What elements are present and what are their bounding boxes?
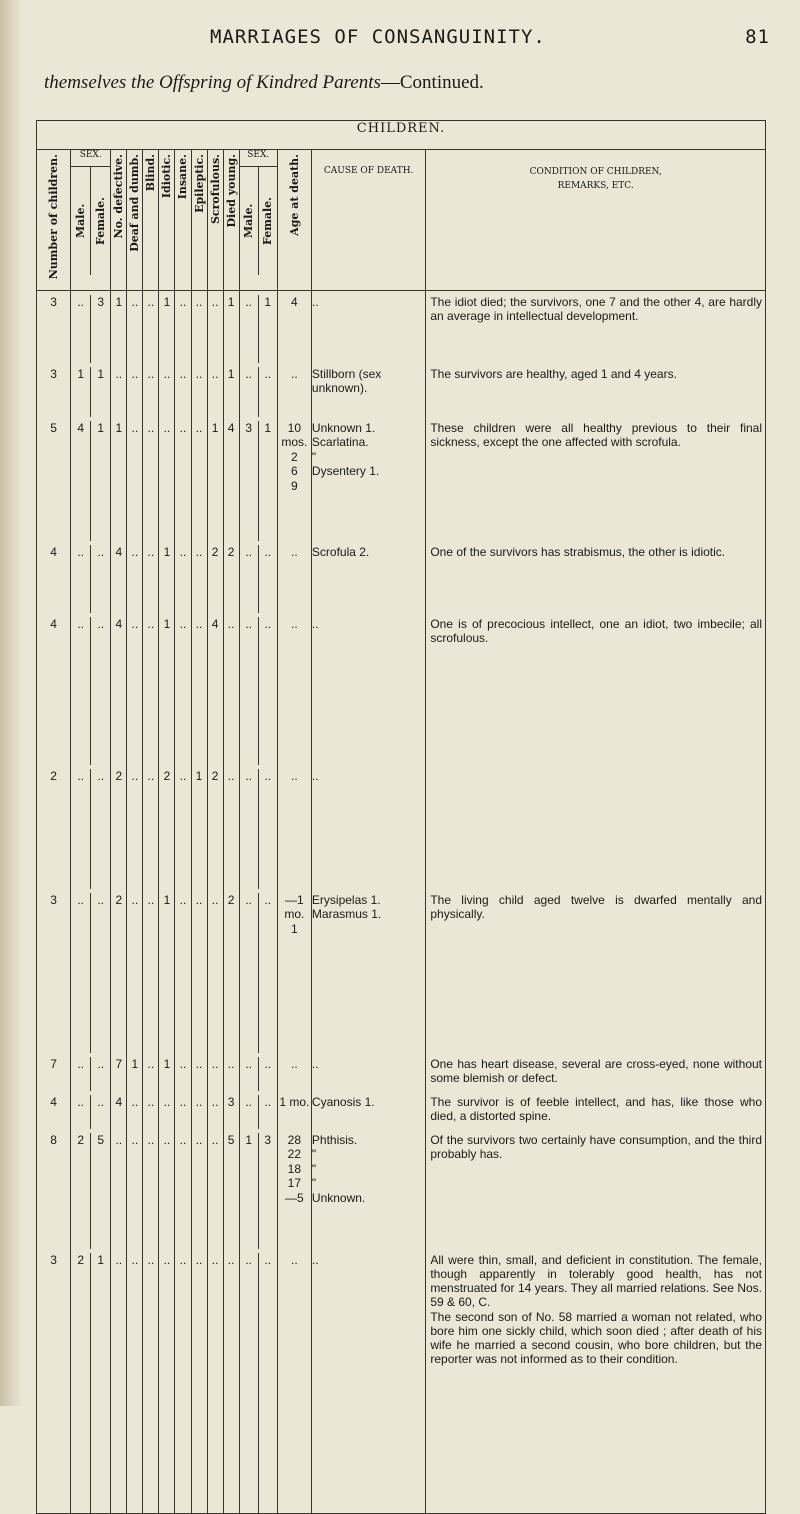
cell-male: .. [71,545,91,613]
cell-died: .. [223,1053,239,1091]
cell-female: 1 [97,1253,105,1267]
cell-sex [71,291,111,364]
cell-remarks: One is of precocious intellect, one an idiot, two imbecile; all scrofulous. [426,613,766,765]
cell-age: .. [277,1249,311,1514]
cell-age: .. [277,1053,311,1091]
cell-female: .. [97,617,105,631]
cell-idiotic: .. [159,417,175,541]
cell-number: 3 [37,1249,71,1514]
caption-rest: —Continued. [380,72,484,93]
cell-died-sex [239,417,277,541]
cell-cause: Unknown 1. Scarlatina. " Dysentery 1. [311,417,425,541]
cell-deaf: 1 [127,1053,143,1091]
cell-cause: .. [311,1249,425,1514]
cell-died-male: .. [240,367,259,417]
cell-def: .. [111,1249,127,1514]
cell-cause: Cyanosis 1. [311,1091,425,1129]
children-table [36,120,766,1514]
cell-died-female: .. [264,367,272,381]
cell-remarks: The survivors are healthy, aged 1 and 4 years. [426,363,766,417]
cell-epi: .. [191,417,207,541]
cell-epi: .. [191,1129,207,1249]
cell-cause: .. [311,291,425,364]
cell-number: 2 [37,765,71,889]
cell-number: 8 [37,1129,71,1249]
cell-male: .. [71,1095,91,1129]
table-row [37,291,766,364]
cell-insane: .. [175,1091,191,1129]
cell-blind: .. [143,613,159,765]
cell-scrof: 2 [207,541,223,613]
cell-male: .. [71,295,91,363]
cell-insane: .. [175,1129,191,1249]
cell-died-female: .. [264,769,272,783]
cell-died-female: .. [264,1253,272,1267]
cell-male: 2 [71,1253,91,1513]
table-row [37,889,766,1053]
cell-male: 1 [71,367,91,417]
cell-cause: Scrofula 2. [311,541,425,613]
col-cause-header: CAUSE OF DEATH. [311,150,425,291]
cell-epi: .. [191,541,207,613]
cell-scrof: 2 [207,765,223,889]
cell-scrof: .. [207,1249,223,1514]
cell-died-female: 1 [264,421,272,435]
cell-scrof: .. [207,1129,223,1249]
cell-cause: .. [311,1053,425,1091]
cell-insane: .. [175,1249,191,1514]
cell-female: .. [97,893,105,907]
cell-scrof: .. [207,1091,223,1129]
cell-sex [71,363,111,417]
cell-def: 4 [111,1091,127,1129]
cell-died-male: 3 [240,421,259,541]
cell-deaf: .. [127,1249,143,1514]
children-header: CHILDREN. [37,121,766,150]
table-row [37,541,766,613]
cell-died-female: 1 [264,295,272,309]
cell-age: —1 mo. 1 [277,889,311,1053]
col-epileptic-header: Epileptic. [191,150,207,291]
cell-cause: Stillborn (sex unknown). [311,363,425,417]
cell-died-sex [239,291,277,364]
cell-died: .. [223,1249,239,1514]
col-scrofulous-header: Scrofulous. [207,150,223,291]
binding-shadow [0,0,22,1406]
cell-sex [71,1053,111,1091]
cell-female: 1 [97,421,105,435]
cell-sex [71,765,111,889]
cell-number: 4 [37,613,71,765]
cell-male: 2 [71,1133,91,1249]
col-died-header: Died young. [223,150,239,291]
cell-insane: .. [175,291,191,364]
table-body [37,291,766,1514]
cell-died-female: 3 [264,1133,272,1147]
cell-sex [71,417,111,541]
cell-deaf: .. [127,291,143,364]
cell-deaf: .. [127,1129,143,1249]
cell-number: 4 [37,541,71,613]
cell-sex [71,541,111,613]
cell-insane: .. [175,613,191,765]
cell-age: .. [277,363,311,417]
cell-def: 1 [111,417,127,541]
cell-def: .. [111,363,127,417]
col-condition-header: CONDITION OF CHILDREN, REMARKS, ETC. [426,150,766,291]
col-sex2-header: SEX. Male. Female. [239,150,277,291]
cell-male: .. [71,769,91,889]
cell-scrof: .. [207,1053,223,1091]
cell-def: 7 [111,1053,127,1091]
cell-died-male: .. [240,1253,259,1513]
col-insane-header: Insane. [175,150,191,291]
cell-deaf: .. [127,613,143,765]
table-row [37,1249,766,1514]
cell-age: .. [277,541,311,613]
col-number-header: Number of children. [37,150,71,291]
cell-died-sex [239,363,277,417]
cell-blind: .. [143,541,159,613]
page-number: 81 [745,26,770,48]
cell-died-sex [239,613,277,765]
cell-scrof: .. [207,363,223,417]
cell-age: .. [277,765,311,889]
cell-female: .. [97,1057,105,1071]
cell-died: 2 [223,541,239,613]
cell-age: .. [277,613,311,765]
table-row [37,1091,766,1129]
cell-sex [71,1249,111,1514]
table-row [37,765,766,889]
cell-deaf: .. [127,889,143,1053]
cell-blind: .. [143,1129,159,1249]
cell-deaf: .. [127,363,143,417]
cell-idiotic: 2 [159,765,175,889]
cell-male: .. [71,893,91,1053]
cell-died-male: .. [240,1057,259,1091]
cell-died-male: .. [240,617,259,765]
cell-number: 4 [37,1091,71,1129]
table-row [37,613,766,765]
col-age-header: Age at death. [277,150,311,291]
cell-scrof: 4 [207,613,223,765]
cell-died-sex [239,1053,277,1091]
cell-remarks: The survivor is of feeble intellect, and has, like those who died, a distorted spine. [426,1091,766,1129]
cell-epi: .. [191,1053,207,1091]
cell-blind: .. [143,765,159,889]
cell-died: .. [223,765,239,889]
cell-age: 10 mos. 2 6 9 [277,417,311,541]
cell-idiotic: .. [159,1249,175,1514]
cell-insane: .. [175,363,191,417]
cell-died-female: .. [264,1057,272,1071]
cell-female: .. [97,1095,105,1109]
cell-sex [71,1129,111,1249]
cell-idiotic: 1 [159,613,175,765]
cell-def: 1 [111,291,127,364]
cell-def: 2 [111,765,127,889]
cell-female: .. [97,769,105,783]
cell-died: .. [223,613,239,765]
cell-died-male: .. [240,893,259,1053]
cell-died-male: .. [240,1095,259,1129]
table-row [37,363,766,417]
cell-female: 5 [97,1133,105,1147]
cell-epi: .. [191,1091,207,1129]
cell-def: .. [111,1129,127,1249]
cell-deaf: .. [127,541,143,613]
cell-idiotic: 1 [159,1053,175,1091]
col-deaf-header: Deaf and dumb. [127,150,143,291]
table-row [37,1129,766,1249]
cell-age: 4 [277,291,311,364]
cell-died-female: .. [264,617,272,631]
cell-remarks: One has heart disease, several are cross-eyed, none without some blemish or defect. [426,1053,766,1091]
cell-deaf: .. [127,417,143,541]
cell-female: 1 [97,367,105,381]
cell-number: 3 [37,889,71,1053]
cell-age: 1 mo. [277,1091,311,1129]
cell-died-male: .. [240,295,259,363]
cell-idiotic: 1 [159,291,175,364]
cell-died-sex [239,1129,277,1249]
cell-female: .. [97,545,105,559]
cell-blind: .. [143,889,159,1053]
cell-deaf: .. [127,765,143,889]
cell-blind: .. [143,1091,159,1129]
cell-idiotic: .. [159,1091,175,1129]
cell-remarks: The idiot died; the survivors, one 7 and the other 4, are hardly an average in intellectual development. [426,291,766,364]
cell-scrof: .. [207,291,223,364]
cell-idiotic: 1 [159,541,175,613]
cell-blind: .. [143,363,159,417]
cell-epi: .. [191,291,207,364]
cell-def: 4 [111,613,127,765]
cell-died: 1 [223,363,239,417]
cell-number: 5 [37,417,71,541]
cell-died-sex [239,1091,277,1129]
cell-epi: .. [191,613,207,765]
cell-cause: .. [311,765,425,889]
cell-blind: .. [143,291,159,364]
cell-cause: Erysipelas 1. Marasmus 1. [311,889,425,1053]
cell-cause: .. [311,613,425,765]
cell-died: 3 [223,1091,239,1129]
cell-male: .. [71,1057,91,1091]
cell-idiotic: 1 [159,889,175,1053]
cell-died-male: 1 [240,1133,259,1249]
table-row [37,417,766,541]
caption-italic: themselves the Offspring of Kindred Parents [44,72,381,93]
cell-died: 1 [223,291,239,364]
cell-remarks: One of the survivors has strabismus, the other is idiotic. [426,541,766,613]
cell-number: 7 [37,1053,71,1091]
cell-blind: .. [143,417,159,541]
cell-remarks: The living child aged twelve is dwarfed mentally and physically. [426,889,766,1053]
running-title: MARRIAGES OF CONSANGUINITY. [210,26,546,48]
cell-male: .. [71,617,91,765]
cell-remarks: All were thin, small, and deficient in constitution. The female, though apparently in tolerably good health, has not menstruated for 14 years. They all married relations. See Nos. 59 & 60, C. The second son of No. 58 married a woman not related, who bore him one sickly child, which soon died ; after death of his wife he married a second cousin, who bore children, but the reporter was not informed as to their condition. [426,1249,766,1514]
cell-blind: .. [143,1053,159,1091]
cell-died: 5 [223,1129,239,1249]
table-row [37,1053,766,1091]
cell-sex [71,1091,111,1129]
cell-female: 3 [97,295,105,309]
cell-epi: .. [191,363,207,417]
col-idiotic-header: Idiotic. [159,150,175,291]
cell-epi: .. [191,1249,207,1514]
cell-blind: .. [143,1249,159,1514]
cell-number: 3 [37,363,71,417]
cell-remarks [426,765,766,889]
cell-insane: .. [175,1053,191,1091]
cell-idiotic: .. [159,363,175,417]
cell-age: 28 22 18 17 —5 [277,1129,311,1249]
cell-scrof: .. [207,889,223,1053]
cell-died-sex [239,541,277,613]
cell-male: 4 [71,421,91,541]
cell-died-male: .. [240,545,259,613]
cell-epi: 1 [191,765,207,889]
cell-died-sex [239,1249,277,1514]
col-blind-header: Blind. [143,150,159,291]
cell-insane: .. [175,889,191,1053]
cell-died: 2 [223,889,239,1053]
cell-def: 4 [111,541,127,613]
col-defective-header: No. defective. [111,150,127,291]
cell-scrof: 1 [207,417,223,541]
cell-died-sex [239,889,277,1053]
table-caption [44,72,484,94]
cell-idiotic: .. [159,1129,175,1249]
cell-sex [71,613,111,765]
cell-died-female: .. [264,1095,272,1109]
cell-died-female: .. [264,893,272,907]
cell-insane: .. [175,417,191,541]
cell-cause: Phthisis. " " " Unknown. [311,1129,425,1249]
cell-sex [71,889,111,1053]
cell-insane: .. [175,765,191,889]
cell-remarks: Of the survivors two certainly have consumption, and the third probably has. [426,1129,766,1249]
cell-remarks: These children were all healthy previous to their final sickness, except the one affected with scrofula. [426,417,766,541]
col-sex-header: SEX. Male. Female. [71,150,111,291]
cell-died: 4 [223,417,239,541]
cell-died-female: .. [264,545,272,559]
cell-number: 3 [37,291,71,364]
cell-deaf: .. [127,1091,143,1129]
cell-died-male: .. [240,769,259,889]
cell-epi: .. [191,889,207,1053]
cell-died-sex [239,765,277,889]
cell-def: 2 [111,889,127,1053]
cell-insane: .. [175,541,191,613]
